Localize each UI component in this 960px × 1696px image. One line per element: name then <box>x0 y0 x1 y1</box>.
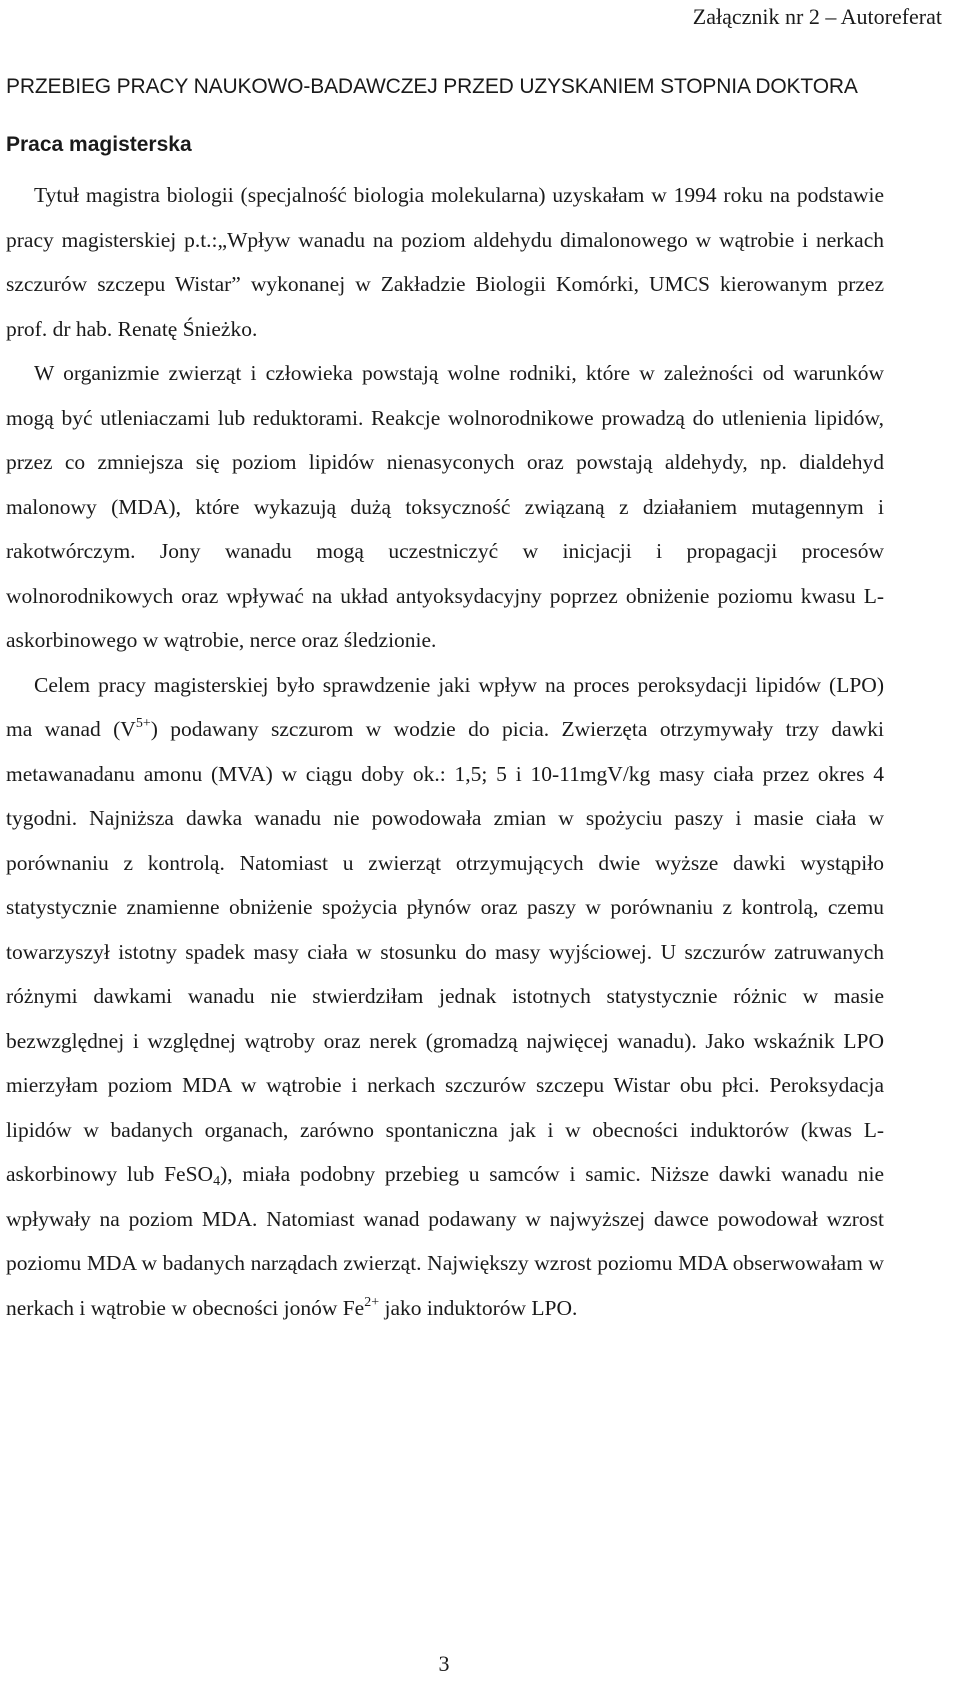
text-segment: jako induktorów LPO. <box>379 1295 578 1320</box>
superscript-valence: 5+ <box>135 716 151 731</box>
text-segment: ), miała podobny przebieg u samców i samic. Niższe dawki wanadu nie wpływały na poziom MDA. Natomiast wanad podawany w najwyższej dawce powodował wzrost poziomu MDA w badanych narządach zwierząt. Największy wzrost poziomu MDA obserwowałam w nerkach i wątrobie w obecności jonów Fe <box>6 1162 884 1320</box>
text-segment: ) podawany szczurom w wodzie do picia. Zwierzęta otrzymywały trzy dawki metawanadanu amonu (MVA) w ciągu doby ok.: 1,5; 5 i 10-11mgV/kg masy ciała przez okres 4 tygodni. Najniższa dawka wanadu nie powodowała zmian w spożyciu paszy i masie ciała w porównaniu z kontrolą. Natomiast u zwierząt otrzymujących dwie wyższe dawki wystąpiło statystycznie znamienne obniżenie spożycia płynów oraz paszy w porównaniu z kontrolą, czemu towarzyszył istotny spadek masy ciała w stosunku do masy wyjściowej. U szczurów zatruwanych różnymi dawkami wanadu nie stwierdziłam jednak istotnych statystycznie różnic w masie bezwzględnej i względnej wątroby oraz nerek (gromadzą najwięcej wanadu). Jako wskaźnik LPO mierzyłam poziom MDA w wątrobie i nerkach szczurów szczepu Wistar obu płci. Peroksydacja lipidów w badanych organach, zarówno spontaniczna jak i w obecności induktorów (kwas L-askorbinowy lub FeSO <box>6 717 884 1186</box>
subscript-formula: 4 <box>213 1174 221 1189</box>
text-segment: Celem pracy magisterskiej było sprawdzenie jaki wpływ na proces peroksydacji lipidów (LPO) ma wanad (V <box>6 672 884 741</box>
paragraph-thesis-aim <box>6 663 884 1331</box>
section-title: PRZEBIEG PRACY NAUKOWO-BADAWCZEJ PRZED UZYSKANIEM STOPNIA DOKTORA <box>6 75 858 98</box>
page-number: 3 <box>438 1651 450 1676</box>
body-text <box>6 173 884 1330</box>
paragraph-thesis-info: Tytuł magistra biologii (specjalność biologia molekularna) uzyskałam w 1994 roku na podstawie pracy magisterskiej p.t.:„Wpływ wanadu na poziom aldehydu dimalonowego w wątrobie i nerkach szczurów szczepu Wistar” wykonanej w Zakładzie Biologii Komórki, UMCS kierowanym przez prof. dr hab. Renatę Śnieżko. <box>6 183 884 341</box>
subsection-title: Praca magisterska <box>6 133 192 156</box>
attachment-header: Załącznik nr 2 – Autoreferat <box>692 4 942 29</box>
paragraph-background: W organizmie zwierząt i człowieka powstają wolne rodniki, które w zależności od warunków mogą być utleniaczami lub reduktorami. Reakcje wolnorodnikowe prowadzą do utlenienia lipidów, przez co zmniejsza się poziom lipidów nienasyconych oraz powstają aldehydy, np. dialdehyd malonowy (MDA), które wykazują dużą toksyczność związaną z działaniem mutagennym i rakotwórczym. Jony wanadu mogą uczestniczyć w inicjacji i propagacji procesów wolnorodnikowych oraz wpływać na układ antyoksydacyjny poprzez obniżenie poziomu kwasu L-askorbinowego w wątrobie, nerce oraz śledzionie. <box>6 361 884 652</box>
superscript-ion: 2+ <box>364 1294 380 1310</box>
